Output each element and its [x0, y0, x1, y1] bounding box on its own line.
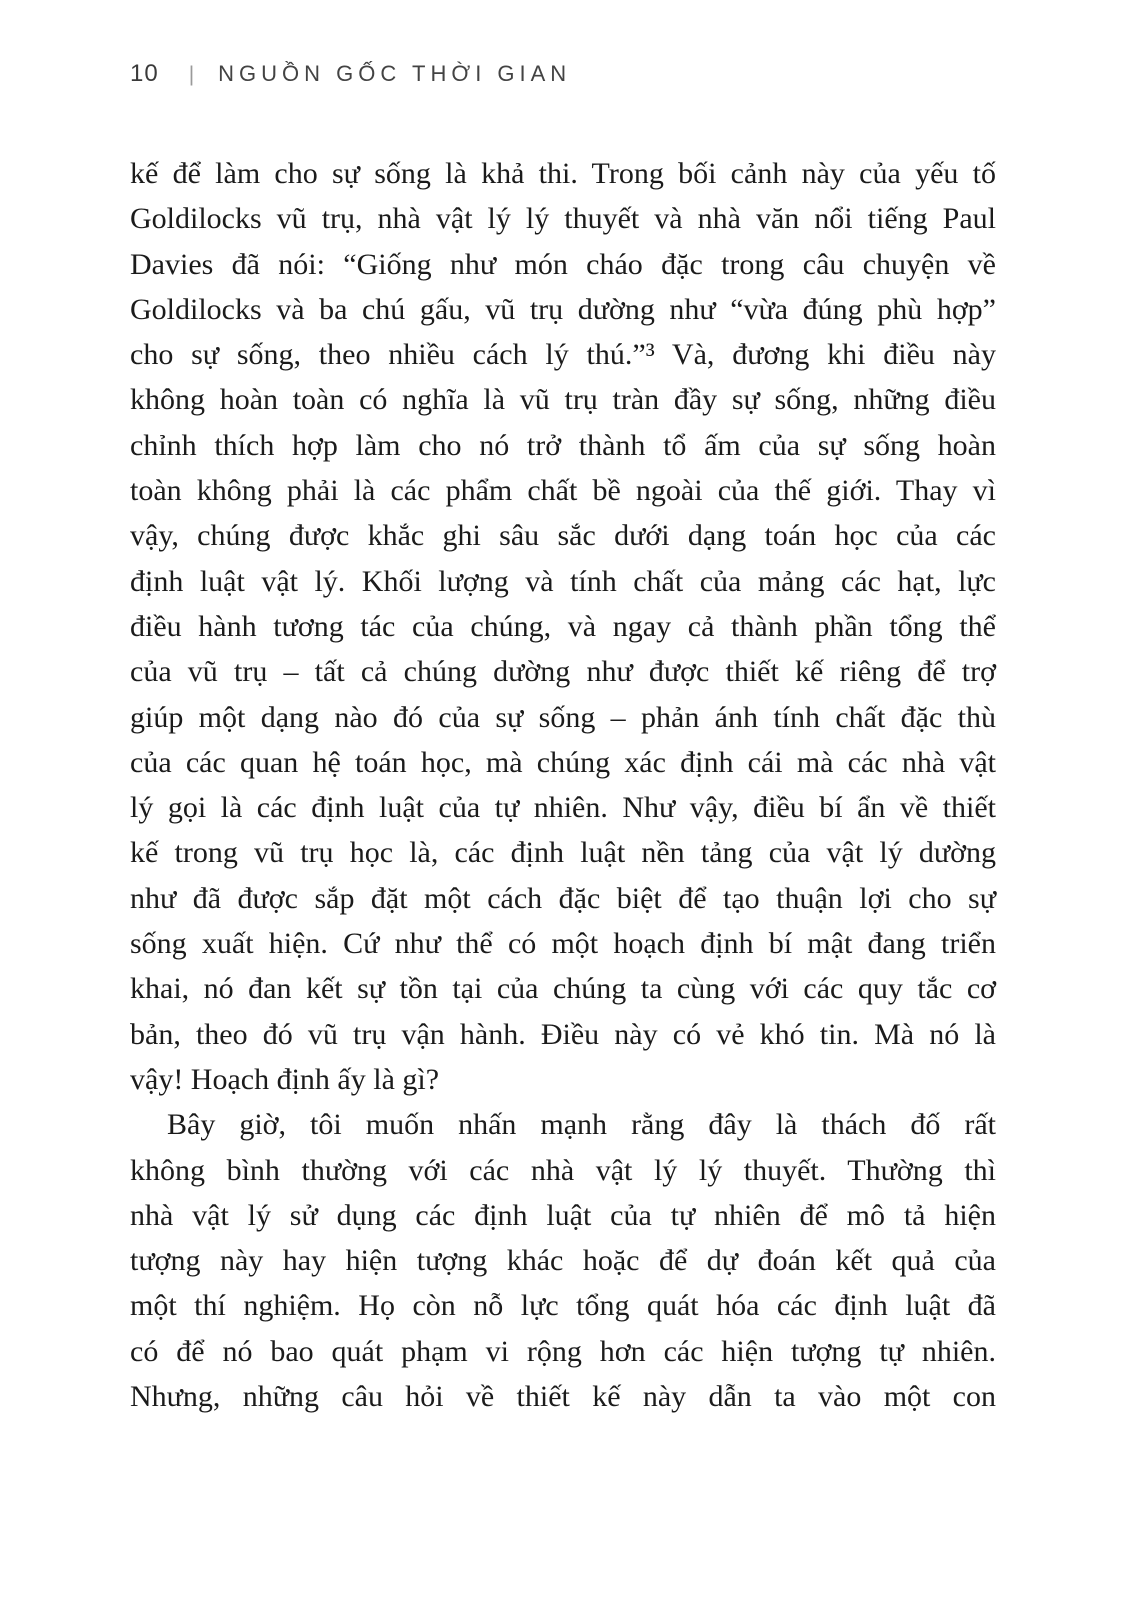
text-line: vậy, chúng được khắc ghi sâu sắc dưới dạng toán học của các	[130, 519, 996, 553]
text-line: cho sự sống, theo nhiều cách lý thú.”³ Và, đương khi điều này	[130, 338, 996, 372]
text-line: tượng này hay hiện tượng khác hoặc để dự đoán kết quả của	[130, 1244, 996, 1278]
text-line: có để nó bao quát phạm vi rộng hơn các hiện tượng tự nhiên.	[130, 1334, 996, 1368]
page-body	[130, 151, 996, 1419]
text-line: kế để làm cho sự sống là khả thi. Trong bối cảnh này của yếu tố	[130, 157, 996, 190]
running-header	[130, 60, 571, 88]
text-line: toàn không phải là các phẩm chất bề ngoài của thế giới. Thay vì	[130, 474, 996, 508]
page-number: 10	[130, 60, 159, 87]
text-line: chỉnh thích hợp làm cho nó trở thành tổ ấm của sự sống hoàn	[130, 428, 996, 462]
text-line: của vũ trụ – tất cả chúng dường như được thiết kế riêng để trợ	[130, 655, 996, 689]
text-line: điều hành tương tác của chúng, và ngay cả thành phần tổng thể	[130, 609, 996, 643]
text-line: Bây giờ, tôi muốn nhấn mạnh rằng đây là thách đố rất	[167, 1108, 996, 1142]
text-line: lý gọi là các định luật của tự nhiên. Như vậy, điều bí ẩn về thiết	[130, 791, 996, 825]
text-line: giúp một dạng nào đó của sự sống – phản ánh tính chất đặc thù	[130, 700, 996, 734]
header-separator: |	[188, 63, 195, 86]
text-line: của các quan hệ toán học, mà chúng xác định cái mà các nhà vật	[130, 745, 996, 779]
text-line: bản, theo đó vũ trụ vận hành. Điều này có vẻ khó tin. Mà nó là	[130, 1017, 996, 1051]
text-line: như đã được sắp đặt một cách đặc biệt để tạo thuận lợi cho sự	[130, 881, 996, 915]
text-line: Davies đã nói: “Giống như món cháo đặc trong câu chuyện về	[130, 247, 996, 281]
text-line: định luật vật lý. Khối lượng và tính chất của mảng các hạt, lực	[130, 564, 996, 598]
text-line: không bình thường với các nhà vật lý lý thuyết. Thường thì	[130, 1153, 996, 1187]
text-line: Nhưng, những câu hỏi về thiết kế này dẫn ta vào một con	[130, 1380, 996, 1414]
text-line: khai, nó đan kết sự tồn tại của chúng ta cùng với các quy tắc cơ	[130, 972, 996, 1006]
text-line: nhà vật lý sử dụng các định luật của tự nhiên để mô tả hiện	[130, 1198, 996, 1232]
text-line: không hoàn toàn có nghĩa là vũ trụ tràn đầy sự sống, những điều	[130, 383, 996, 417]
text-line: sống xuất hiện. Cứ như thể có một hoạch định bí mật đang triển	[130, 927, 996, 961]
text-line: kế trong vũ trụ học là, các định luật nền tảng của vật lý dường	[130, 836, 996, 870]
text-line: vậy! Hoạch định ấy là gì?	[130, 1062, 440, 1096]
running-title: NGUỒN GỐC THỜI GIAN	[218, 61, 572, 86]
text-line: Goldilocks vũ trụ, nhà vật lý lý thuyết và nhà văn nổi tiếng Paul	[130, 202, 996, 236]
text-line: Goldilocks và ba chú gấu, vũ trụ dường như “vừa đúng phù hợp”	[130, 292, 996, 326]
text-line: một thí nghiệm. Họ còn nỗ lực tổng quát hóa các định luật đã	[130, 1289, 996, 1323]
